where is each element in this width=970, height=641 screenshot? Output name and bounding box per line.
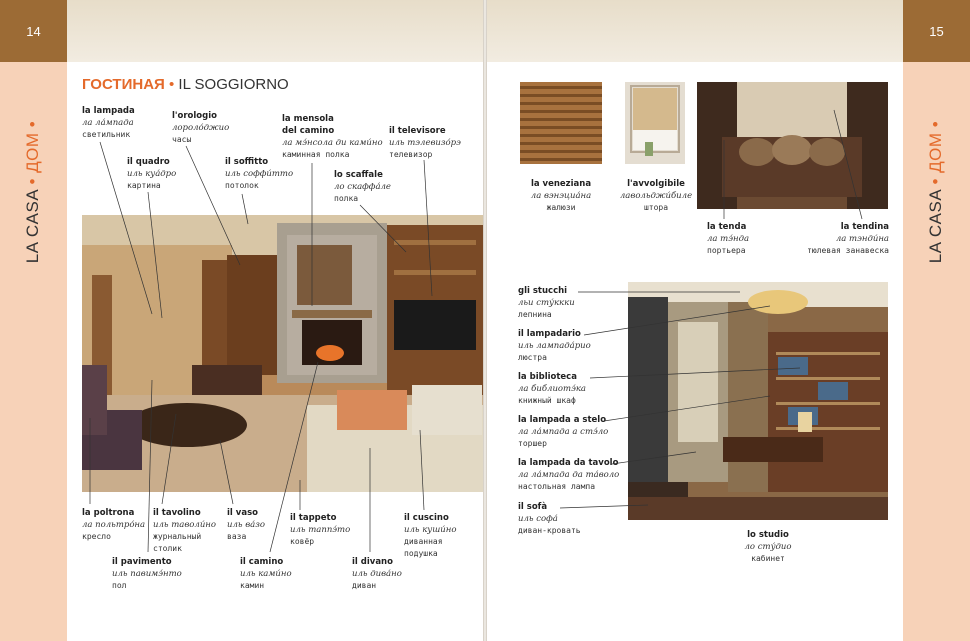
roller-shade-photo (625, 82, 685, 164)
label-scaffale: lo scaffale ло скаффа́ле полка (334, 170, 391, 203)
living-room-photo (82, 215, 485, 492)
label-divano: il divano иль дива́но диван (352, 557, 402, 590)
label-stucchi: gli stucchi льи сту́ккки лепнина (518, 286, 575, 319)
label-tendina: la tendina ла тэнди́на тюлевая занавеска (807, 222, 889, 255)
label-camino: il camino иль ками́но камин (240, 557, 292, 590)
label-pavimento: il pavimento иль павимэ́нто пол (112, 557, 182, 590)
section-tab-label: LA CASA • ДОМ • (23, 120, 43, 264)
label-televisore: il televisore иль тэлевизо́рэ телевизор (389, 126, 461, 159)
label-tavolo: la lampada da tavolo ла ла́мпада да та́воло настольная лампа (518, 458, 620, 491)
page-number: 15 (903, 0, 970, 62)
label-avvolgibile: l'avvolgibile лавольджи́биле штора (619, 179, 693, 212)
venetian-blind-photo (520, 82, 602, 164)
label-biblioteca: la biblioteca ла библиотэ́ка книжный шкаф (518, 372, 586, 405)
label-lampada: la lampada ла ла́мпада светильник (82, 106, 135, 139)
label-vaso: il vaso иль ва́зо ваза (227, 508, 265, 541)
curtains-photo (697, 82, 888, 209)
label-studio: lo studio ло сту́дио кабинет (744, 530, 792, 563)
section-tab-label: LA CASA • ДОМ • (926, 120, 946, 264)
left-page (0, 0, 483, 641)
page-title: ГОСТИНАЯ • IL SOGGIORNO (82, 76, 289, 93)
label-soffitto: il soffitto иль соффи́тто потолок (225, 157, 294, 190)
label-quadro: il quadro иль куа́дро картина (127, 157, 177, 190)
label-veneziana: la veneziana ла вэнэциа́на жалюзи (530, 179, 592, 212)
label-tenda: la tenda ла тэ́нда портьера (707, 222, 750, 255)
label-lampadario: il lampadario иль лампада́рио люстра (518, 329, 591, 362)
label-cuscino: il cuscino иль куши́но диванная подушка (404, 513, 457, 558)
label-stelo: la lampada a stelo ла ла́мпада а стэ́ло торшер (518, 415, 609, 448)
label-orologio: l'orologio лороло́джио часы (172, 111, 230, 144)
label-mensola: la mensola del camino ла мэ́нсола ди ками́но каминная полка (282, 114, 383, 159)
label-sofa: il sofà иль софа́ диван-кровать (518, 502, 581, 535)
side-tab (903, 0, 970, 641)
page-number: 14 (0, 0, 67, 62)
label-poltrona: la poltrona ла польтро́на кресло (82, 508, 146, 541)
label-tappeto: il tappeto иль таппэ́то ковёр (290, 513, 351, 546)
label-tavolino: il tavolino иль таволи́но журнальный столик (153, 508, 217, 553)
right-page (487, 0, 970, 641)
top-band (67, 0, 483, 62)
side-tab (0, 0, 67, 641)
study-photo (628, 282, 888, 520)
top-band (487, 0, 903, 62)
